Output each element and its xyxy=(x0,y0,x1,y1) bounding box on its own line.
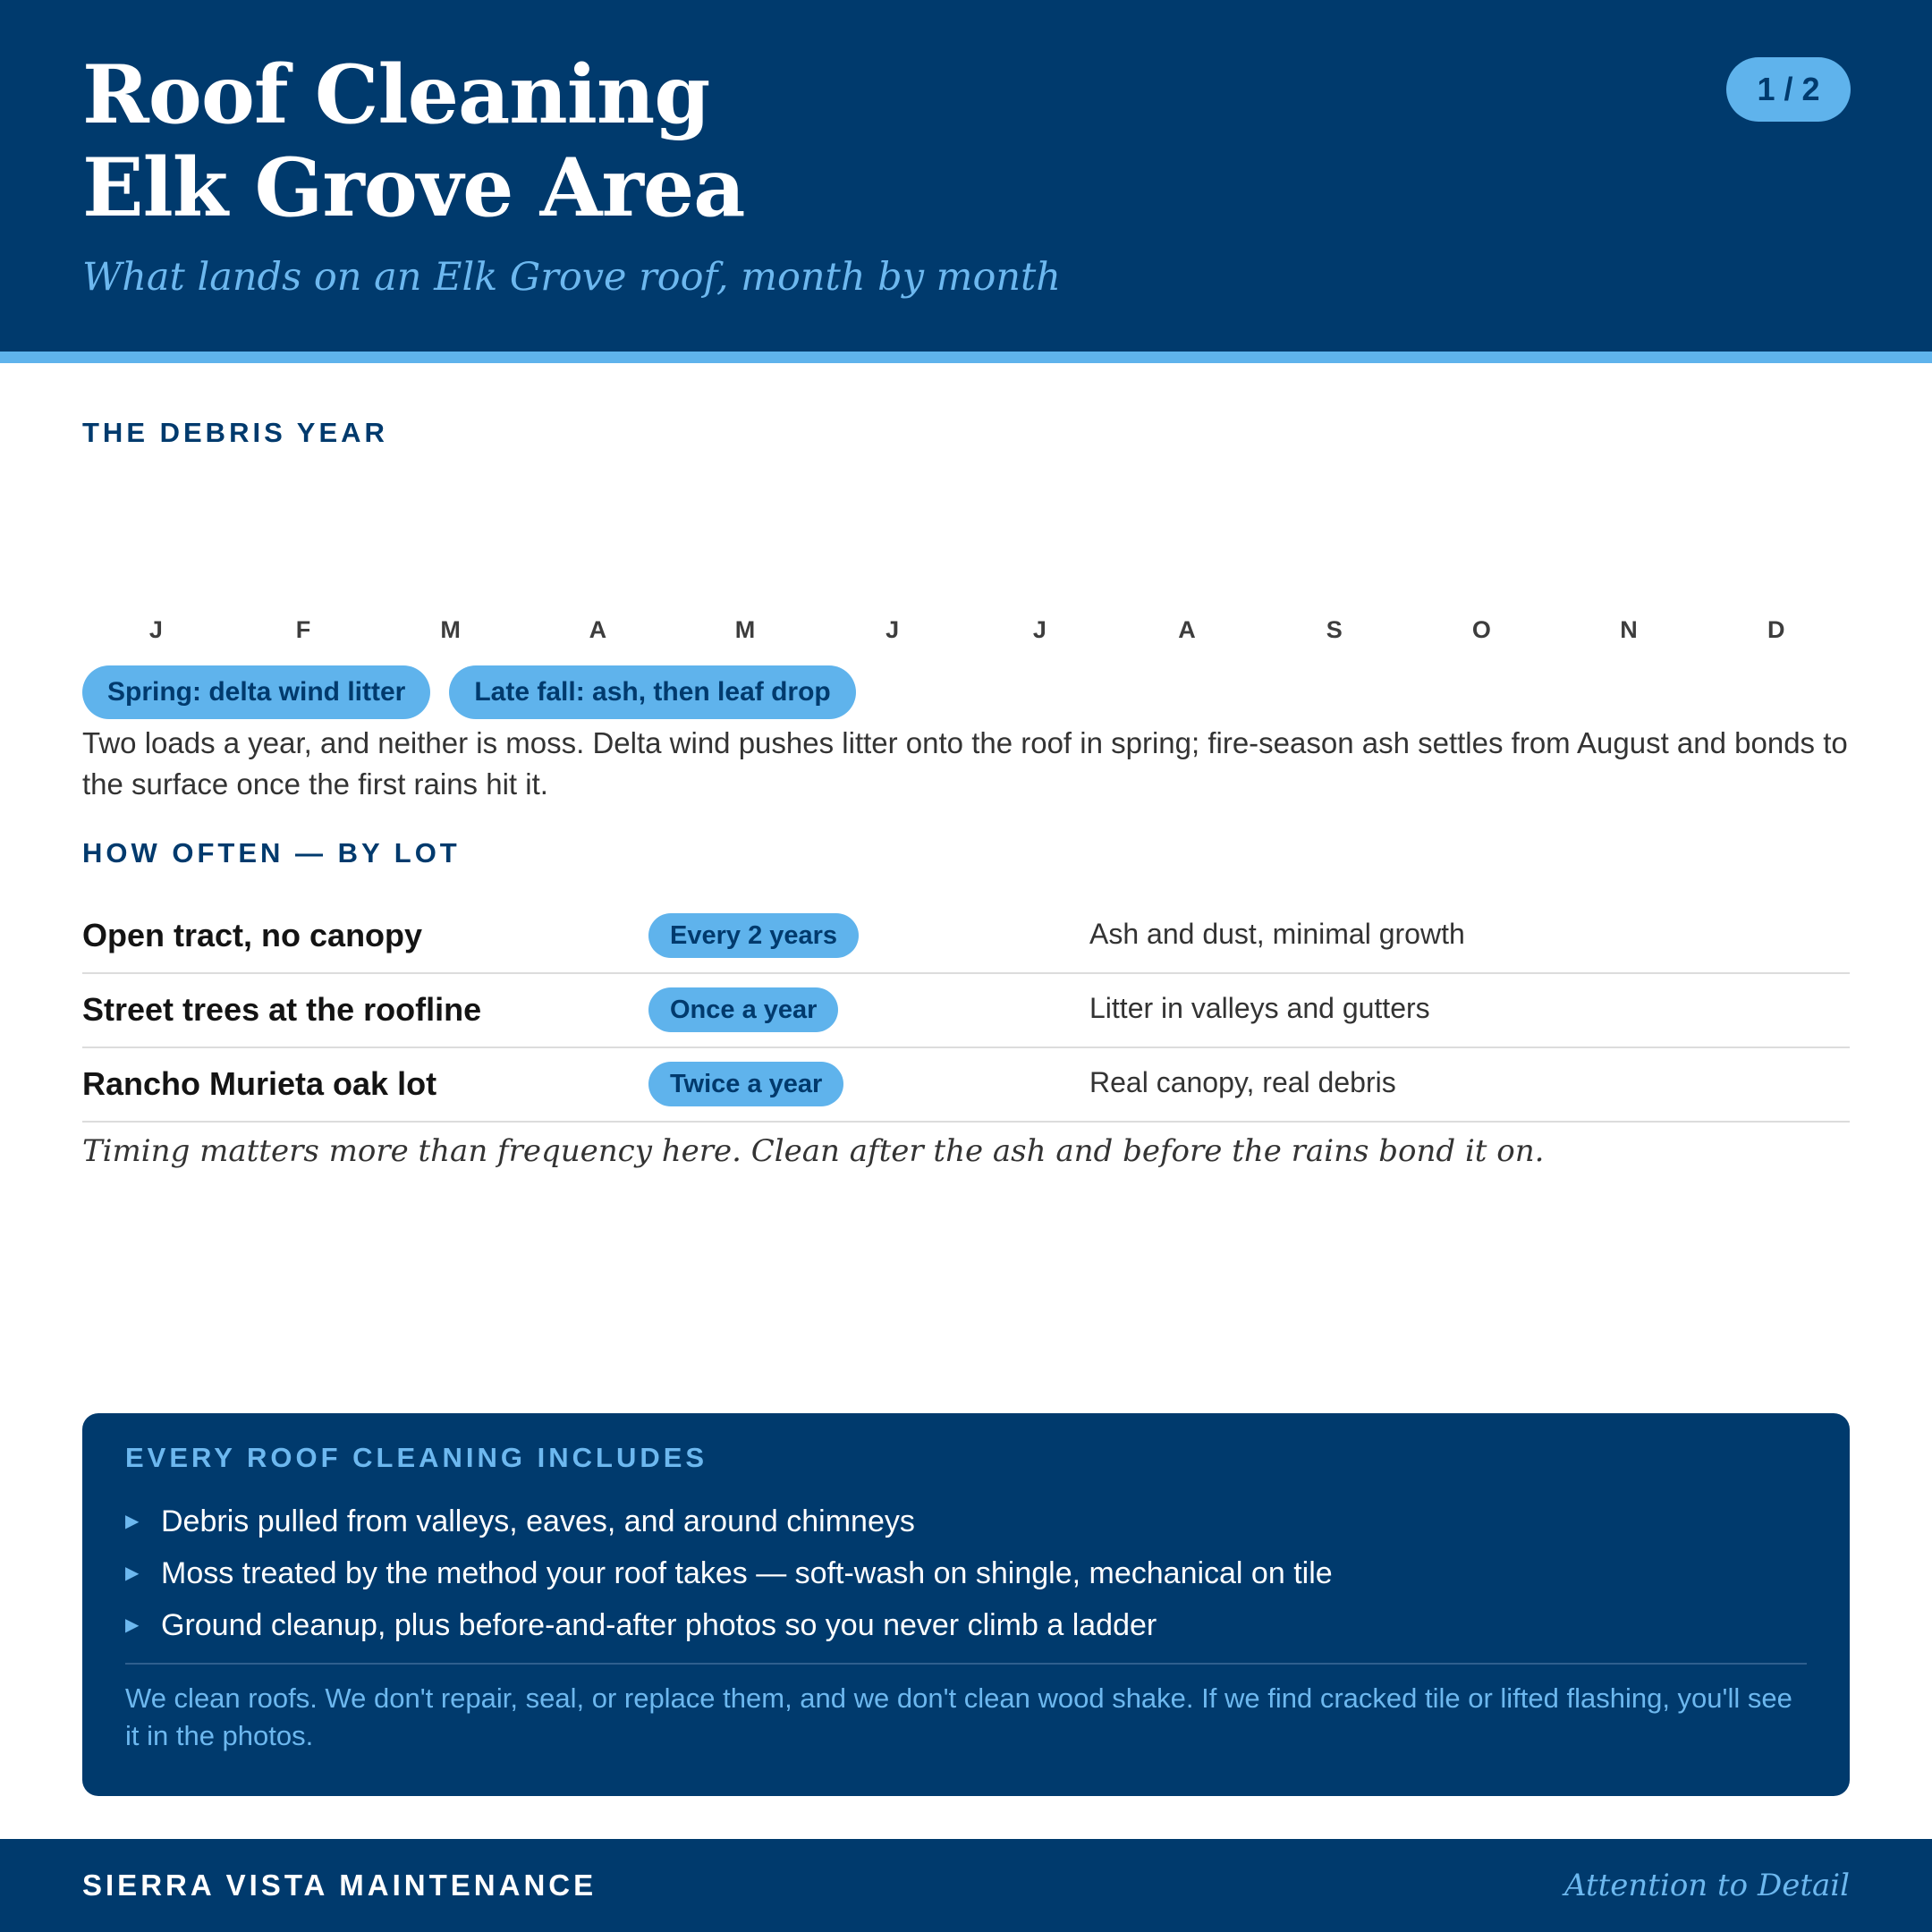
table-row xyxy=(82,900,1850,974)
month-label: J xyxy=(1032,616,1046,643)
lot-note: Ash and dust, minimal growth xyxy=(1089,918,1465,950)
table-row xyxy=(82,1048,1850,1123)
triangle-bullet-icon: ▶ xyxy=(125,1615,140,1635)
table-row xyxy=(82,974,1850,1048)
frequency-heading: HOW OFTEN — BY LOT xyxy=(82,837,461,869)
includes-heading: EVERY ROOF CLEANING INCLUDES xyxy=(125,1442,708,1473)
page-footer xyxy=(0,1839,1932,1932)
month-label: F xyxy=(295,616,311,643)
month-label: M xyxy=(440,616,461,643)
frequency-badge: Twice a year xyxy=(648,1062,843,1106)
month-label: J xyxy=(148,616,163,643)
month-axis xyxy=(82,612,1850,648)
header-accent-stripe xyxy=(0,352,1932,363)
service-disclaimer: We clean roofs. We don't repair, seal, or replace them, and we don't clean wood shake. If we find cracked tile or lifted flashing, you'll see it in the photos. xyxy=(125,1682,1792,1751)
includes-panel xyxy=(82,1413,1850,1796)
lot-type: Rancho Murieta oak lot xyxy=(82,1065,437,1102)
month-label: M xyxy=(734,616,756,643)
list-item-text: Moss treated by the method your roof takes — soft-wash on shingle, mechanical on tile xyxy=(161,1556,1333,1590)
season-tag-late-fall: Late fall: ash, then leaf drop xyxy=(449,665,855,719)
month-label: N xyxy=(1620,616,1638,643)
lot-type: Street trees at the roofline xyxy=(82,991,482,1028)
lot-note: Real canopy, real debris xyxy=(1089,1066,1396,1098)
frequency-badge: Every 2 years xyxy=(648,913,859,958)
frequency-footnote: Timing matters more than frequency here. Clean after the ash and before the rains bond it on. xyxy=(82,1133,1545,1169)
season-tags xyxy=(82,665,856,719)
page-indicator-badge: 1 / 2 xyxy=(1726,57,1851,122)
company-name: SIERRA VISTA MAINTENANCE xyxy=(82,1868,597,1902)
list-item-text: Ground cleanup, plus before-and-after photos so you never climb a ladder xyxy=(161,1608,1157,1642)
month-label: J xyxy=(886,616,900,643)
triangle-bullet-icon: ▶ xyxy=(125,1563,140,1583)
debris-description: Two loads a year, and neither is moss. Delta wind pushes litter onto the roof in spring; fire-season ash settles from August and bonds to the surface once the first rains hit it. xyxy=(82,726,1848,801)
page-header xyxy=(0,0,1932,352)
month-label: A xyxy=(589,616,607,643)
season-tag-spring: Spring: delta wind litter xyxy=(82,665,430,719)
company-tagline: Attention to Detail xyxy=(1563,1868,1850,1903)
includes-divider xyxy=(125,1663,1807,1665)
month-label: A xyxy=(1178,616,1196,643)
frequency-table xyxy=(82,900,1850,1123)
frequency-badge: Once a year xyxy=(648,987,838,1032)
month-label: D xyxy=(1767,616,1785,643)
lot-type: Open tract, no canopy xyxy=(82,917,423,953)
lot-note: Litter in valleys and gutters xyxy=(1089,992,1430,1024)
page-title-line-1: Roof Cleaning xyxy=(82,47,710,142)
page-subtitle: What lands on an Elk Grove roof, month by month xyxy=(82,255,1062,300)
list-item-text: Debris pulled from valleys, eaves, and around chimneys xyxy=(161,1504,915,1538)
triangle-bullet-icon: ▶ xyxy=(125,1512,140,1531)
month-label: O xyxy=(1471,616,1491,643)
page-title-line-2: Elk Grove Area xyxy=(82,140,745,235)
month-label: S xyxy=(1326,616,1343,643)
debris-year-heading: THE DEBRIS YEAR xyxy=(82,417,388,448)
